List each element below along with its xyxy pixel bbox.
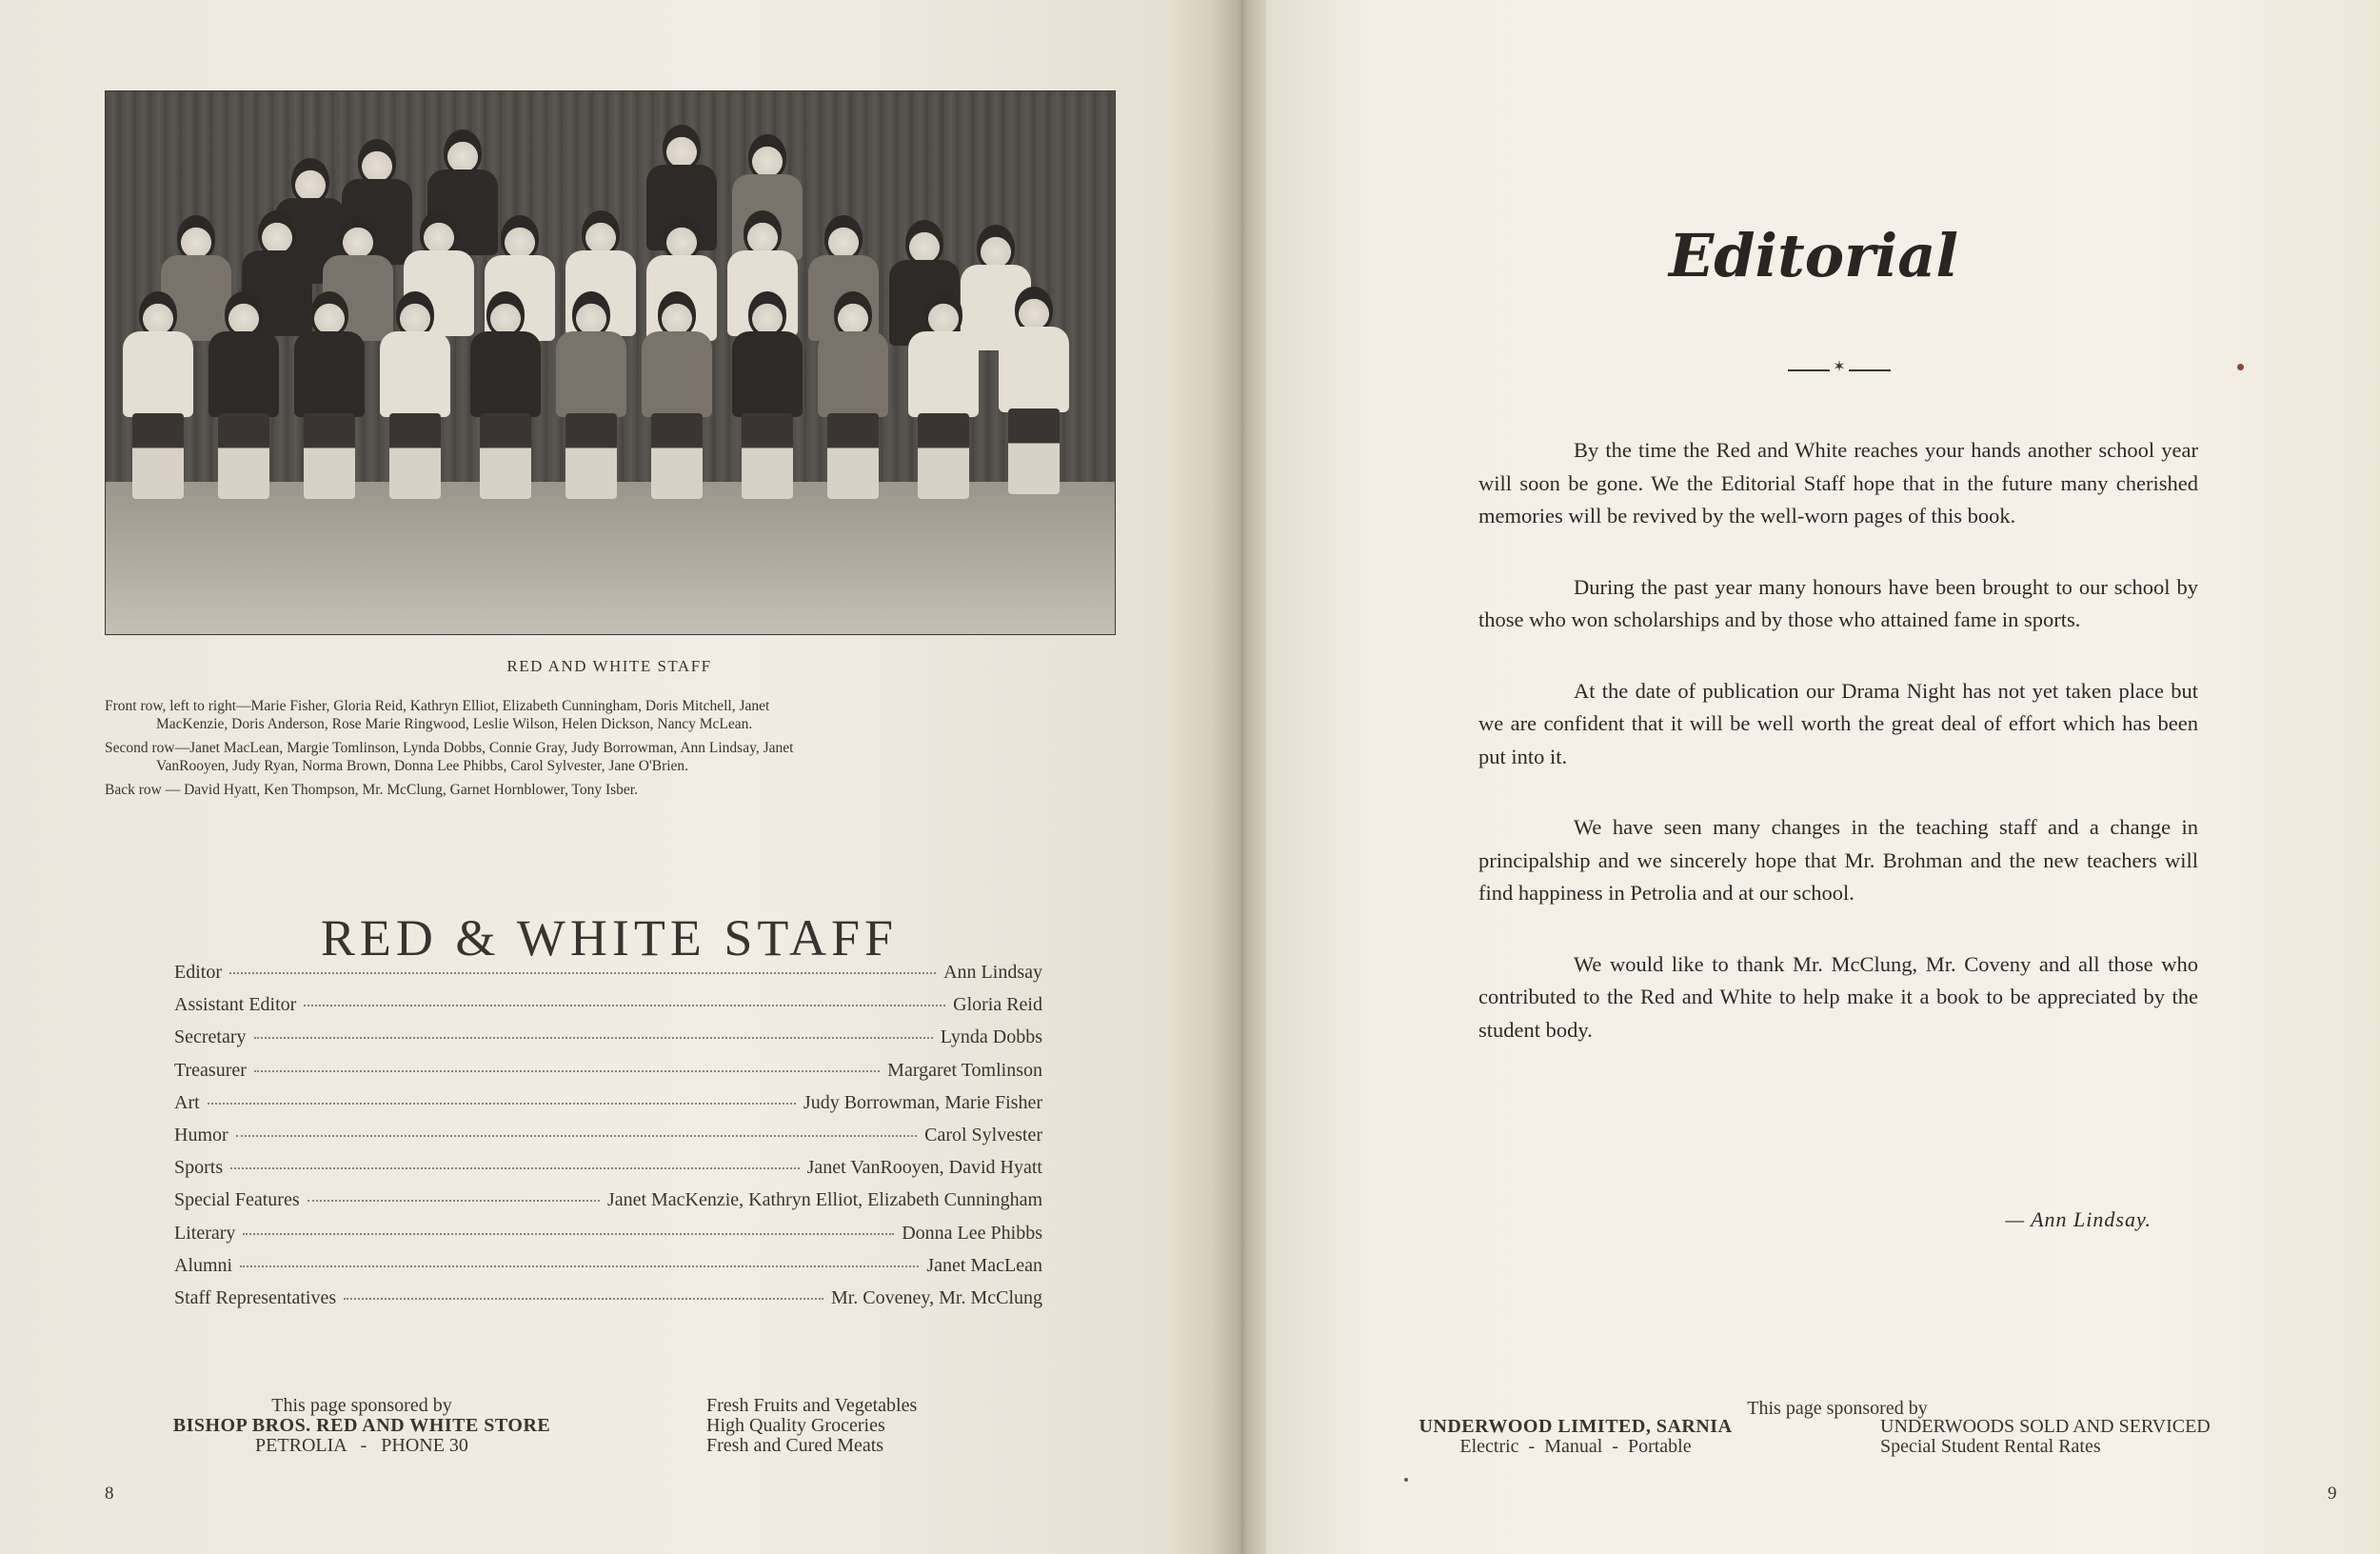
editorial-paragraph: We would like to thank Mr. McClung, Mr. Coveny and all those who contributed to the Red and White to help make it a book to be appreciated by the student body. <box>1478 951 2198 1042</box>
leader-dots <box>304 1005 945 1006</box>
leader-dots <box>236 1135 917 1137</box>
ornament-rule <box>1849 369 1891 371</box>
photo-figure <box>553 291 629 501</box>
leader-dots <box>254 1070 880 1072</box>
staff-role: Alumni <box>174 1254 233 1276</box>
photo-figure <box>291 291 367 501</box>
photo-names-caption <box>105 697 1116 805</box>
editorial-paragraph: We have seen many changes in the teaching staff and a change in principalship and we sincerely hope that Mr. Brohman and the new teachers will find happiness in Petrolia and at our school. <box>1478 815 2198 905</box>
leader-dots <box>240 1265 919 1267</box>
editorial-signature: — Ann Lindsay. <box>2005 1207 2152 1231</box>
staff-row <box>174 1157 1042 1189</box>
staff-name: Mr. Coveney, Mr. McClung <box>830 1286 1042 1308</box>
second-row-line1: Second row—Janet MacLean, Margie Tomlinson, Lynda Dobbs, Connie Gray, Judy Borrowman, Ann Lindsay, Janet <box>105 740 794 756</box>
staff-name: Gloria Reid <box>953 994 1042 1016</box>
photo-figure <box>639 291 715 501</box>
second-row-names <box>105 739 1116 775</box>
photo-floor <box>106 482 1115 634</box>
photo-figure <box>206 291 282 501</box>
sponsor-location: PETROLIA - PHONE 30 <box>255 1435 468 1456</box>
editorial-paragraph: During the past year many honours have been brought to our school by those who won scholarships and by those who attained fame in sports. <box>1478 574 2198 631</box>
ornament-rule <box>1788 369 1830 371</box>
sponsor-service-line: Special Student Rental Rates <box>1880 1436 2101 1457</box>
staff-row <box>174 1223 1042 1255</box>
staff-title: RED & WHITE STAFF <box>320 909 899 967</box>
staff-role: Special Features <box>174 1189 300 1211</box>
staff-row <box>174 1060 1042 1092</box>
back-row-names: Back row — David Hyatt, Ken Thompson, Mr. McClung, Garnet Hornblower, Tony Isber. <box>105 782 638 798</box>
staff-role: Secretary <box>174 1026 247 1048</box>
photo-figure <box>377 291 453 501</box>
left-sponsor-block <box>133 1396 590 1456</box>
sponsor-intro: This page sponsored by <box>271 1395 452 1416</box>
sponsor-goods-line: High Quality Groceries <box>706 1415 885 1436</box>
asterism-icon: ✶ <box>1833 359 1846 375</box>
leader-dots <box>307 1200 600 1202</box>
staff-role: Editor <box>174 962 222 983</box>
leader-dots <box>243 1233 894 1235</box>
editorial-title: Editorial <box>1668 221 1959 290</box>
leader-dots <box>229 972 936 974</box>
sponsor-goods-line: Fresh and Cured Meats <box>706 1435 884 1456</box>
staff-role: Sports <box>174 1157 224 1179</box>
paper-speck <box>2237 364 2244 370</box>
leader-dots <box>254 1037 933 1039</box>
staff-role: Humor <box>174 1124 228 1146</box>
staff-name: Ann Lindsay <box>943 962 1042 983</box>
staff-role: Treasurer <box>174 1059 247 1081</box>
staff-row <box>174 1287 1042 1320</box>
sponsor-company-name: UNDERWOOD LIMITED, SARNIA <box>1418 1416 1733 1437</box>
staff-row <box>174 994 1042 1026</box>
staff-row <box>174 1125 1042 1157</box>
photo-figure <box>467 291 544 501</box>
photo-figure <box>905 291 982 501</box>
photo-figure <box>996 287 1072 496</box>
leader-dots <box>208 1103 796 1105</box>
paper-speck <box>1404 1478 1408 1482</box>
staff-role: Staff Representatives <box>174 1286 337 1308</box>
leader-dots <box>344 1298 823 1300</box>
title-ornament <box>1788 360 1891 379</box>
staff-name: Margaret Tomlinson <box>887 1059 1042 1081</box>
right-sponsor-block <box>1376 1417 1775 1457</box>
staff-name: Lynda Dobbs <box>940 1026 1042 1048</box>
staff-name: Judy Borrowman, Marie Fisher <box>803 1091 1042 1113</box>
page-number-right: 9 <box>2328 1484 2337 1504</box>
photo-figure <box>729 291 805 501</box>
page-number-left: 8 <box>105 1484 114 1504</box>
editorial-paragraph: At the date of publication our Drama Night has not yet taken place but we are confident that it will be well worth the great deal of effort which has been put into it. <box>1478 678 2198 768</box>
staff-row <box>174 1189 1042 1222</box>
editorial-paragraph: By the time the Red and White reaches your hands another school year will soon be gone. We the Editorial Staff hope that in the future many cherished memories will be revived by the well-worn pages of this book. <box>1478 438 2198 528</box>
right-sponsor-services <box>1880 1417 2299 1457</box>
staff-role: Assistant Editor <box>174 994 297 1016</box>
staff-name: Janet MacLean <box>926 1254 1042 1276</box>
front-row-names <box>105 697 1116 733</box>
second-row-line2: VanRooyen, Judy Ryan, Norma Brown, Donna Lee Phibbs, Carol Sylvester, Jane O'Brien. <box>156 758 689 774</box>
staff-row <box>174 962 1042 994</box>
staff-row <box>174 1092 1042 1125</box>
photo-figure <box>815 291 891 501</box>
staff-row <box>174 1026 1042 1059</box>
staff-role: Art <box>174 1091 200 1113</box>
staff-name: Carol Sylvester <box>924 1124 1042 1146</box>
photo-caption-title: RED AND WHITE STAFF <box>506 657 712 675</box>
staff-name: Donna Lee Phibbs <box>902 1222 1042 1244</box>
photo-figure <box>120 291 196 501</box>
editorial-body <box>1478 434 2198 1085</box>
sponsor-store-name: BISHOP BROS. RED AND WHITE STORE <box>172 1415 551 1436</box>
staff-name: Janet VanRooyen, David Hyatt <box>806 1157 1042 1179</box>
staff-role: Literary <box>174 1222 236 1244</box>
left-sponsor-goods <box>706 1396 1030 1456</box>
front-row-line1: Front row, left to right—Marie Fisher, Gloria Reid, Kathryn Elliot, Elizabeth Cunningham, Doris Mitchell, Janet <box>105 698 770 714</box>
staff-name: Janet MacKenzie, Kathryn Elliot, Elizabeth Cunningham <box>606 1189 1042 1211</box>
staff-row <box>174 1255 1042 1287</box>
staff-group-photo <box>105 90 1116 635</box>
sponsor-goods-line: Fresh Fruits and Vegetables <box>706 1395 918 1416</box>
sponsor-service-line: UNDERWOODS SOLD AND SERVICED <box>1880 1416 2211 1437</box>
sponsor-typewriter-types: Electric - Manual - Portable <box>1459 1436 1692 1457</box>
staff-list <box>174 962 1042 1320</box>
right-sponsor-intro: This page sponsored by <box>1747 1398 1928 1419</box>
front-row-line2: MacKenzie, Doris Anderson, Rose Marie Ringwood, Leslie Wilson, Helen Dickson, Nancy McLean. <box>156 716 753 732</box>
leader-dots <box>230 1167 800 1169</box>
